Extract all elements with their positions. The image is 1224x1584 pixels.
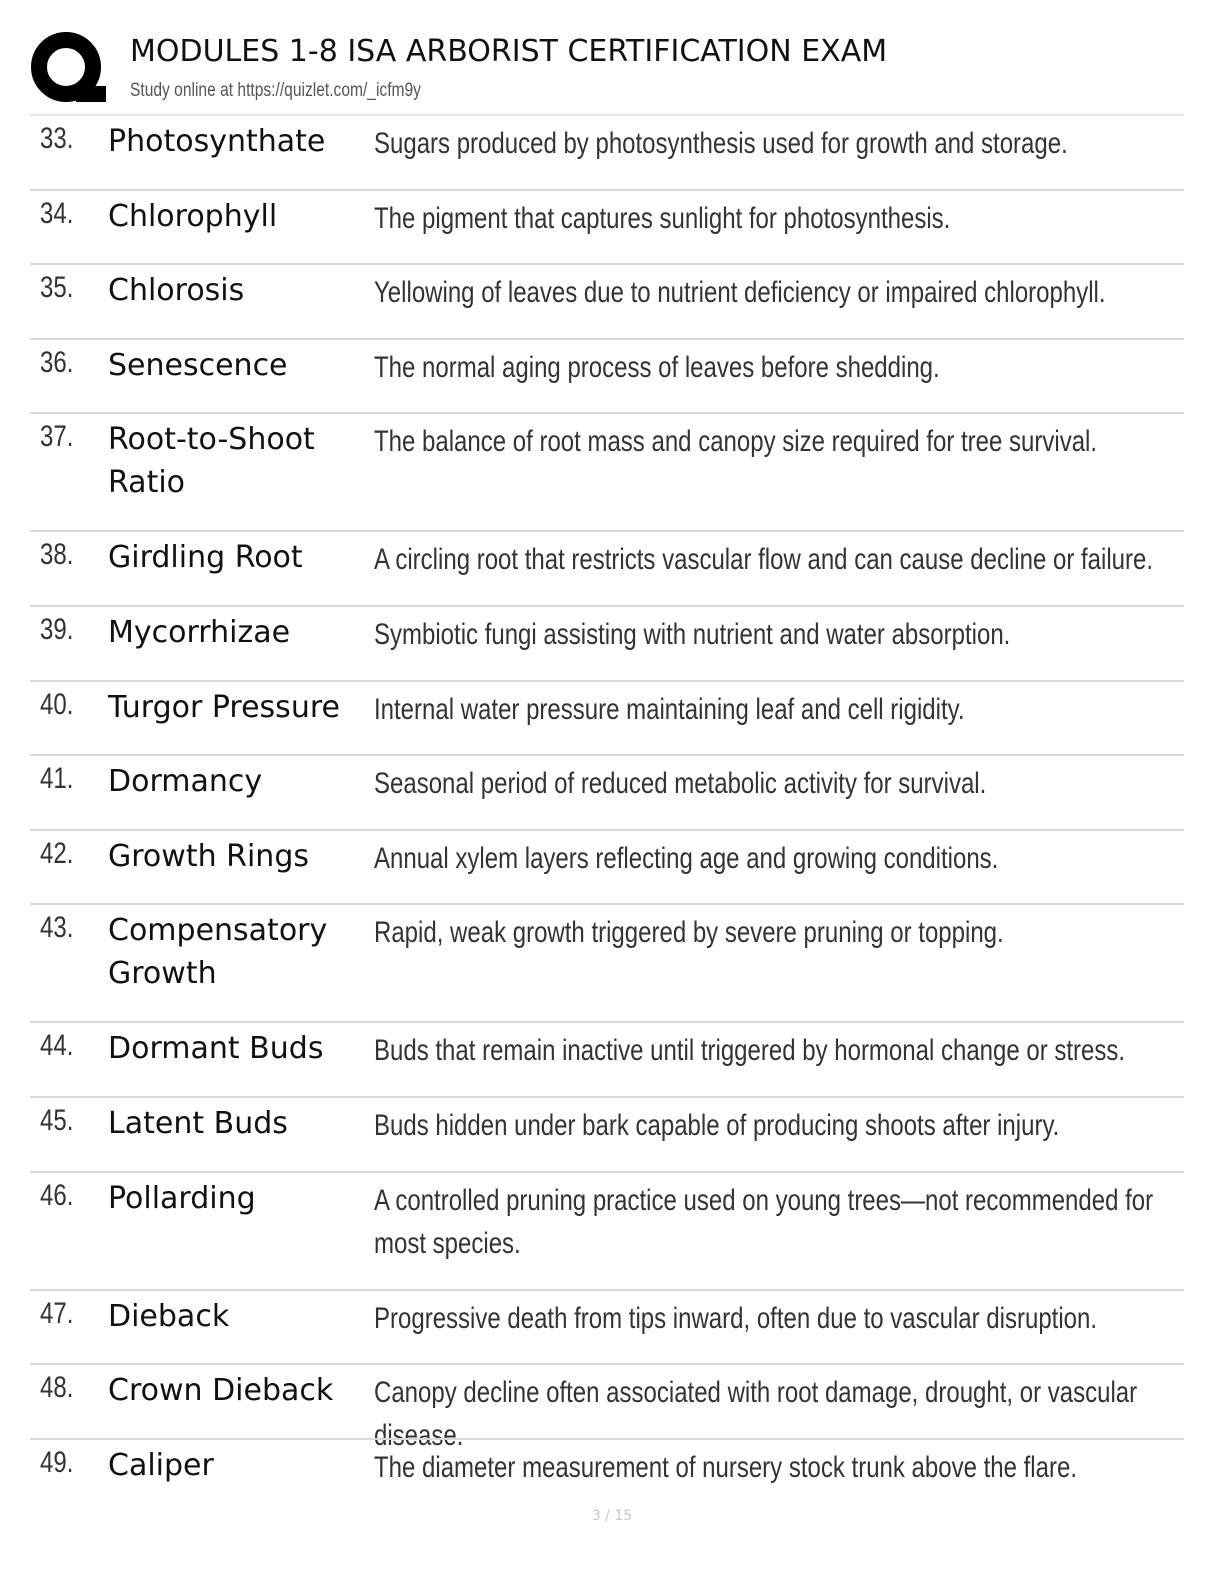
term-number: 38. <box>40 538 74 572</box>
term-row <box>30 1363 1184 1453</box>
term-number: 41. <box>40 762 74 796</box>
term-row <box>30 1289 1184 1364</box>
term-name: Photosynthate <box>108 124 326 159</box>
term-number: 34. <box>40 196 74 230</box>
term-definition: A controlled pruning practice used on young trees—not recommended for most species. <box>374 1183 1154 1260</box>
term-row <box>30 903 1184 1021</box>
term-name: Girdling Root <box>108 540 303 576</box>
term-number: 42. <box>40 836 74 870</box>
term-row <box>30 1438 1184 1513</box>
term-definition: Seasonal period of reduced metabolic activity for survival. <box>374 767 987 801</box>
term-name: Latent Buds <box>108 1105 288 1141</box>
term-definition: The diameter measurement of nursery stock trunk above the flare. <box>374 1450 1077 1484</box>
term-name: Compensatory Growth <box>108 913 328 992</box>
term-number: 45. <box>40 1103 74 1137</box>
term-definition: Canopy decline often associated with root damage, drought, or vascular disease. <box>374 1376 1138 1453</box>
page-number: 3 / 15 <box>591 1508 633 1524</box>
term-name: Turgor Pressure <box>108 689 340 725</box>
term-definition: Symbiotic fungi assisting with nutrient and water absorption. <box>374 617 1011 651</box>
term-number: 49. <box>40 1445 74 1479</box>
term-definition: Rapid, weak growth triggered by severe pruning or topping. <box>374 916 1004 950</box>
term-definition: The balance of root mass and canopy size required for tree survival. <box>374 425 1098 459</box>
term-definition: A circling root that restricts vascular flow and can cause decline or failure. <box>374 543 1154 577</box>
term-row <box>30 605 1184 680</box>
term-number: 40. <box>40 687 74 721</box>
term-number: 35. <box>40 271 74 305</box>
term-definition: Internal water pressure maintaining leaf and cell rigidity. <box>374 692 965 726</box>
term-number: 46. <box>40 1178 74 1212</box>
term-number: 44. <box>40 1029 74 1063</box>
term-definition: The pigment that captures sunlight for photosynthesis. <box>374 201 951 235</box>
term-row <box>30 754 1184 829</box>
term-row <box>30 1096 1184 1171</box>
term-name: Dieback <box>108 1298 230 1334</box>
term-number: 36. <box>40 345 74 379</box>
term-name: Chlorosis <box>108 273 245 309</box>
term-number: 48. <box>40 1371 74 1405</box>
term-name: Mycorrhizae <box>108 614 291 650</box>
term-name: Chlorophyll <box>108 198 278 234</box>
term-number: 37. <box>40 420 74 454</box>
term-definition: Annual xylem layers reflecting age and growing conditions. <box>374 841 999 875</box>
term-definition: Buds hidden under bark capable of producing shoots after injury. <box>374 1108 1060 1142</box>
term-name: Crown Dieback <box>108 1373 334 1409</box>
term-row <box>30 114 1184 189</box>
term-row <box>30 1021 1184 1096</box>
term-row <box>30 263 1184 338</box>
page-title: MODULES 1-8 ISA ARBORIST CERTIFICATION EXAM <box>130 34 888 69</box>
term-list <box>30 114 1184 1512</box>
term-number: 33. <box>40 122 74 155</box>
study-online-link[interactable]: Study online at https://quizlet.com/_icfm9y <box>130 80 421 101</box>
term-name: Growth Rings <box>108 838 309 874</box>
term-row <box>30 530 1184 605</box>
term-row <box>30 1171 1184 1289</box>
term-name: Caliper <box>108 1447 214 1483</box>
term-definition: Buds that remain inactive until triggered by hormonal change or stress. <box>374 1034 1126 1068</box>
term-row <box>30 680 1184 755</box>
term-name: Root-to-Shoot Ratio <box>108 422 315 501</box>
term-number: 47. <box>40 1296 74 1330</box>
term-row <box>30 189 1184 264</box>
term-definition: Yellowing of leaves due to nutrient deficiency or impaired chlorophyll. <box>374 276 1106 310</box>
term-row <box>30 829 1184 904</box>
term-row <box>30 412 1184 530</box>
term-name: Pollarding <box>108 1180 256 1216</box>
term-row <box>30 338 1184 413</box>
quizlet-logo-icon <box>30 30 108 108</box>
term-name: Senescence <box>108 347 288 383</box>
term-number: 39. <box>40 612 74 646</box>
term-definition: The normal aging process of leaves before shedding. <box>374 350 940 384</box>
term-name: Dormant Buds <box>108 1031 324 1067</box>
term-number: 43. <box>40 911 74 945</box>
term-name: Dormancy <box>108 764 263 800</box>
page-header <box>30 30 1190 114</box>
term-definition: Sugars produced by photosynthesis used for growth and storage. <box>374 127 1068 160</box>
term-definition: Progressive death from tips inward, often due to vascular disruption. <box>374 1301 1098 1335</box>
